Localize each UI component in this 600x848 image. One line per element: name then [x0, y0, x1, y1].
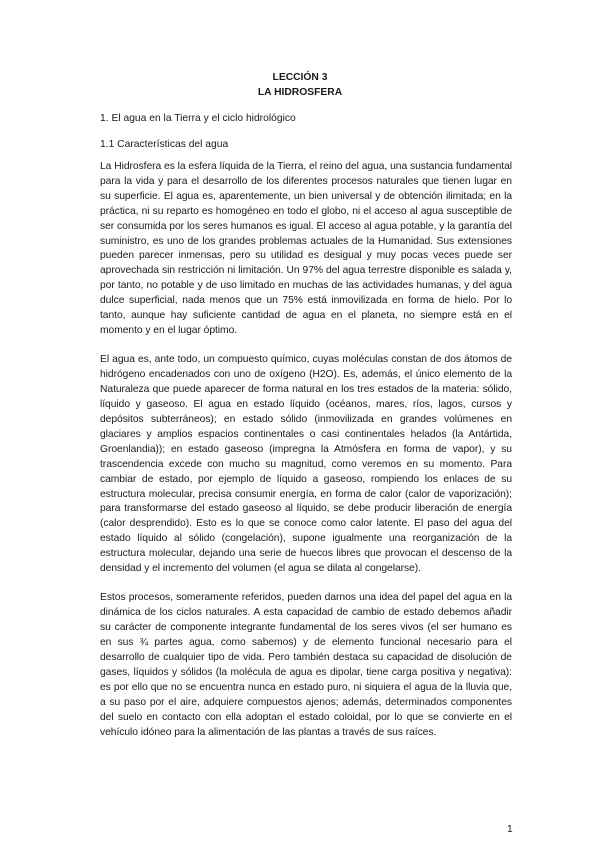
- paragraph-3: Estos procesos, someramente referidos, pueden darnos una idea del papel del agua en la dinámica de los ciclos naturales. A esta capacidad de cambio de estado debemos añadir su carácter de componente integrante fundamental de los seres vivos (el ser humano es en sus ¾ partes agua, como sabemos) y de elemento funcional necesario para el desarrollo de cualquier tipo de vida. Pero también destaca su capacidad de disolución de gases, líquidos y sólidos (la molécula de agua es dipolar, tiene carga positiva y negativa): es por ello que no se encuentra nunca en estado puro, ni siquiera el agua de la lluvia que, a su paso por el aire, adquiere compuestos ajenos; además, determinados componentes del suelo en contacto con ella adoptan el estado coloidal, por lo que se convierte en el vehículo idóneo para la alimentación de las plantas a través de sus raíces.: [100, 592, 512, 738]
- section-heading: 1. El agua en la Tierra y el ciclo hidrológico: [100, 113, 296, 124]
- lesson-title-block: [0, 70, 600, 100]
- lesson-label: LECCIÓN 3: [272, 72, 328, 83]
- body-text: [100, 160, 512, 755]
- paragraph-2: El agua es, ante todo, un compuesto químico, cuyas moléculas constan de dos átomos de hidrógeno encadenados con uno de oxígeno (H2O). Es, además, el único elemento de la Naturaleza que puede aparecer de forma natural en los tres estados de la materia: sólido, líquido y gaseoso. El agua en estado líquido (océanos, mares, ríos, lagos, cursos y depósitos subterráneos); en estado sólido (inmovilizada en grandes volúmenes en glaciares y amplios espacios continentales o casi continentales helados (la Antártida, Groenlandia)); en estado gaseoso (impregna la Atmósfera en forma de vapor), y su trascendencia excede con mucho su magnitud, como veremos en su momento. Para cambiar de estado, por ejemplo de líquido a gaseoso, rompiendo los enlaces de su estructura molecular, precisa consumir energía, en forma de calor (calor de vaporización); para transformarse del estado gaseoso al líquido, se debe producir liberación de energía (calor desprendido). Esto es lo que se conoce como calor latente. El paso del agua del estado líquido al sólido (congelación), supone igualmente una reorganización de la estructura molecular, dejando una serie de huecos libres que provocan el descenso de la densidad y el incremento del volumen (el agua se dilata al congelarse).: [100, 354, 512, 575]
- page-number: 1: [507, 824, 513, 835]
- lesson-title: LA HIDROSFERA: [257, 87, 343, 98]
- subsection-heading: 1.1 Características del agua: [100, 139, 229, 150]
- paragraph-1: La Hidrosfera es la esfera líquida de la Tierra, el reino del agua, una sustancia fundamental para la vida y para el desarrollo de los diferentes procesos naturales que tienen lugar en su superficie. El agua es, aparentemente, un bien universal y de obtención ilimitada; en la práctica, ni su reparto es homogéneo en todo el globo, ni el acceso al agua susceptible de ser consumida por los seres humanos es igual. El acceso al agua potable, y la garantía del suministro, es uno de los grandes problemas actuales de la Humanidad. Sus extensiones pueden parecer inmensas, pero su utilidad es desigual y muy pocas veces puede ser aprovechada sin restricción ni limitación. Un 97% del agua terrestre disponible es salada y, por tanto, no potable y de uso limitado en muchas de las actividades humanas, y del agua dulce superficial, nada menos que un 75% está inmovilizada en forma de hielo. Por lo tanto, aunque hay suficiente cantidad de agua en el planeta, no siempre está en el momento y en el lugar óptimo.: [100, 161, 512, 336]
